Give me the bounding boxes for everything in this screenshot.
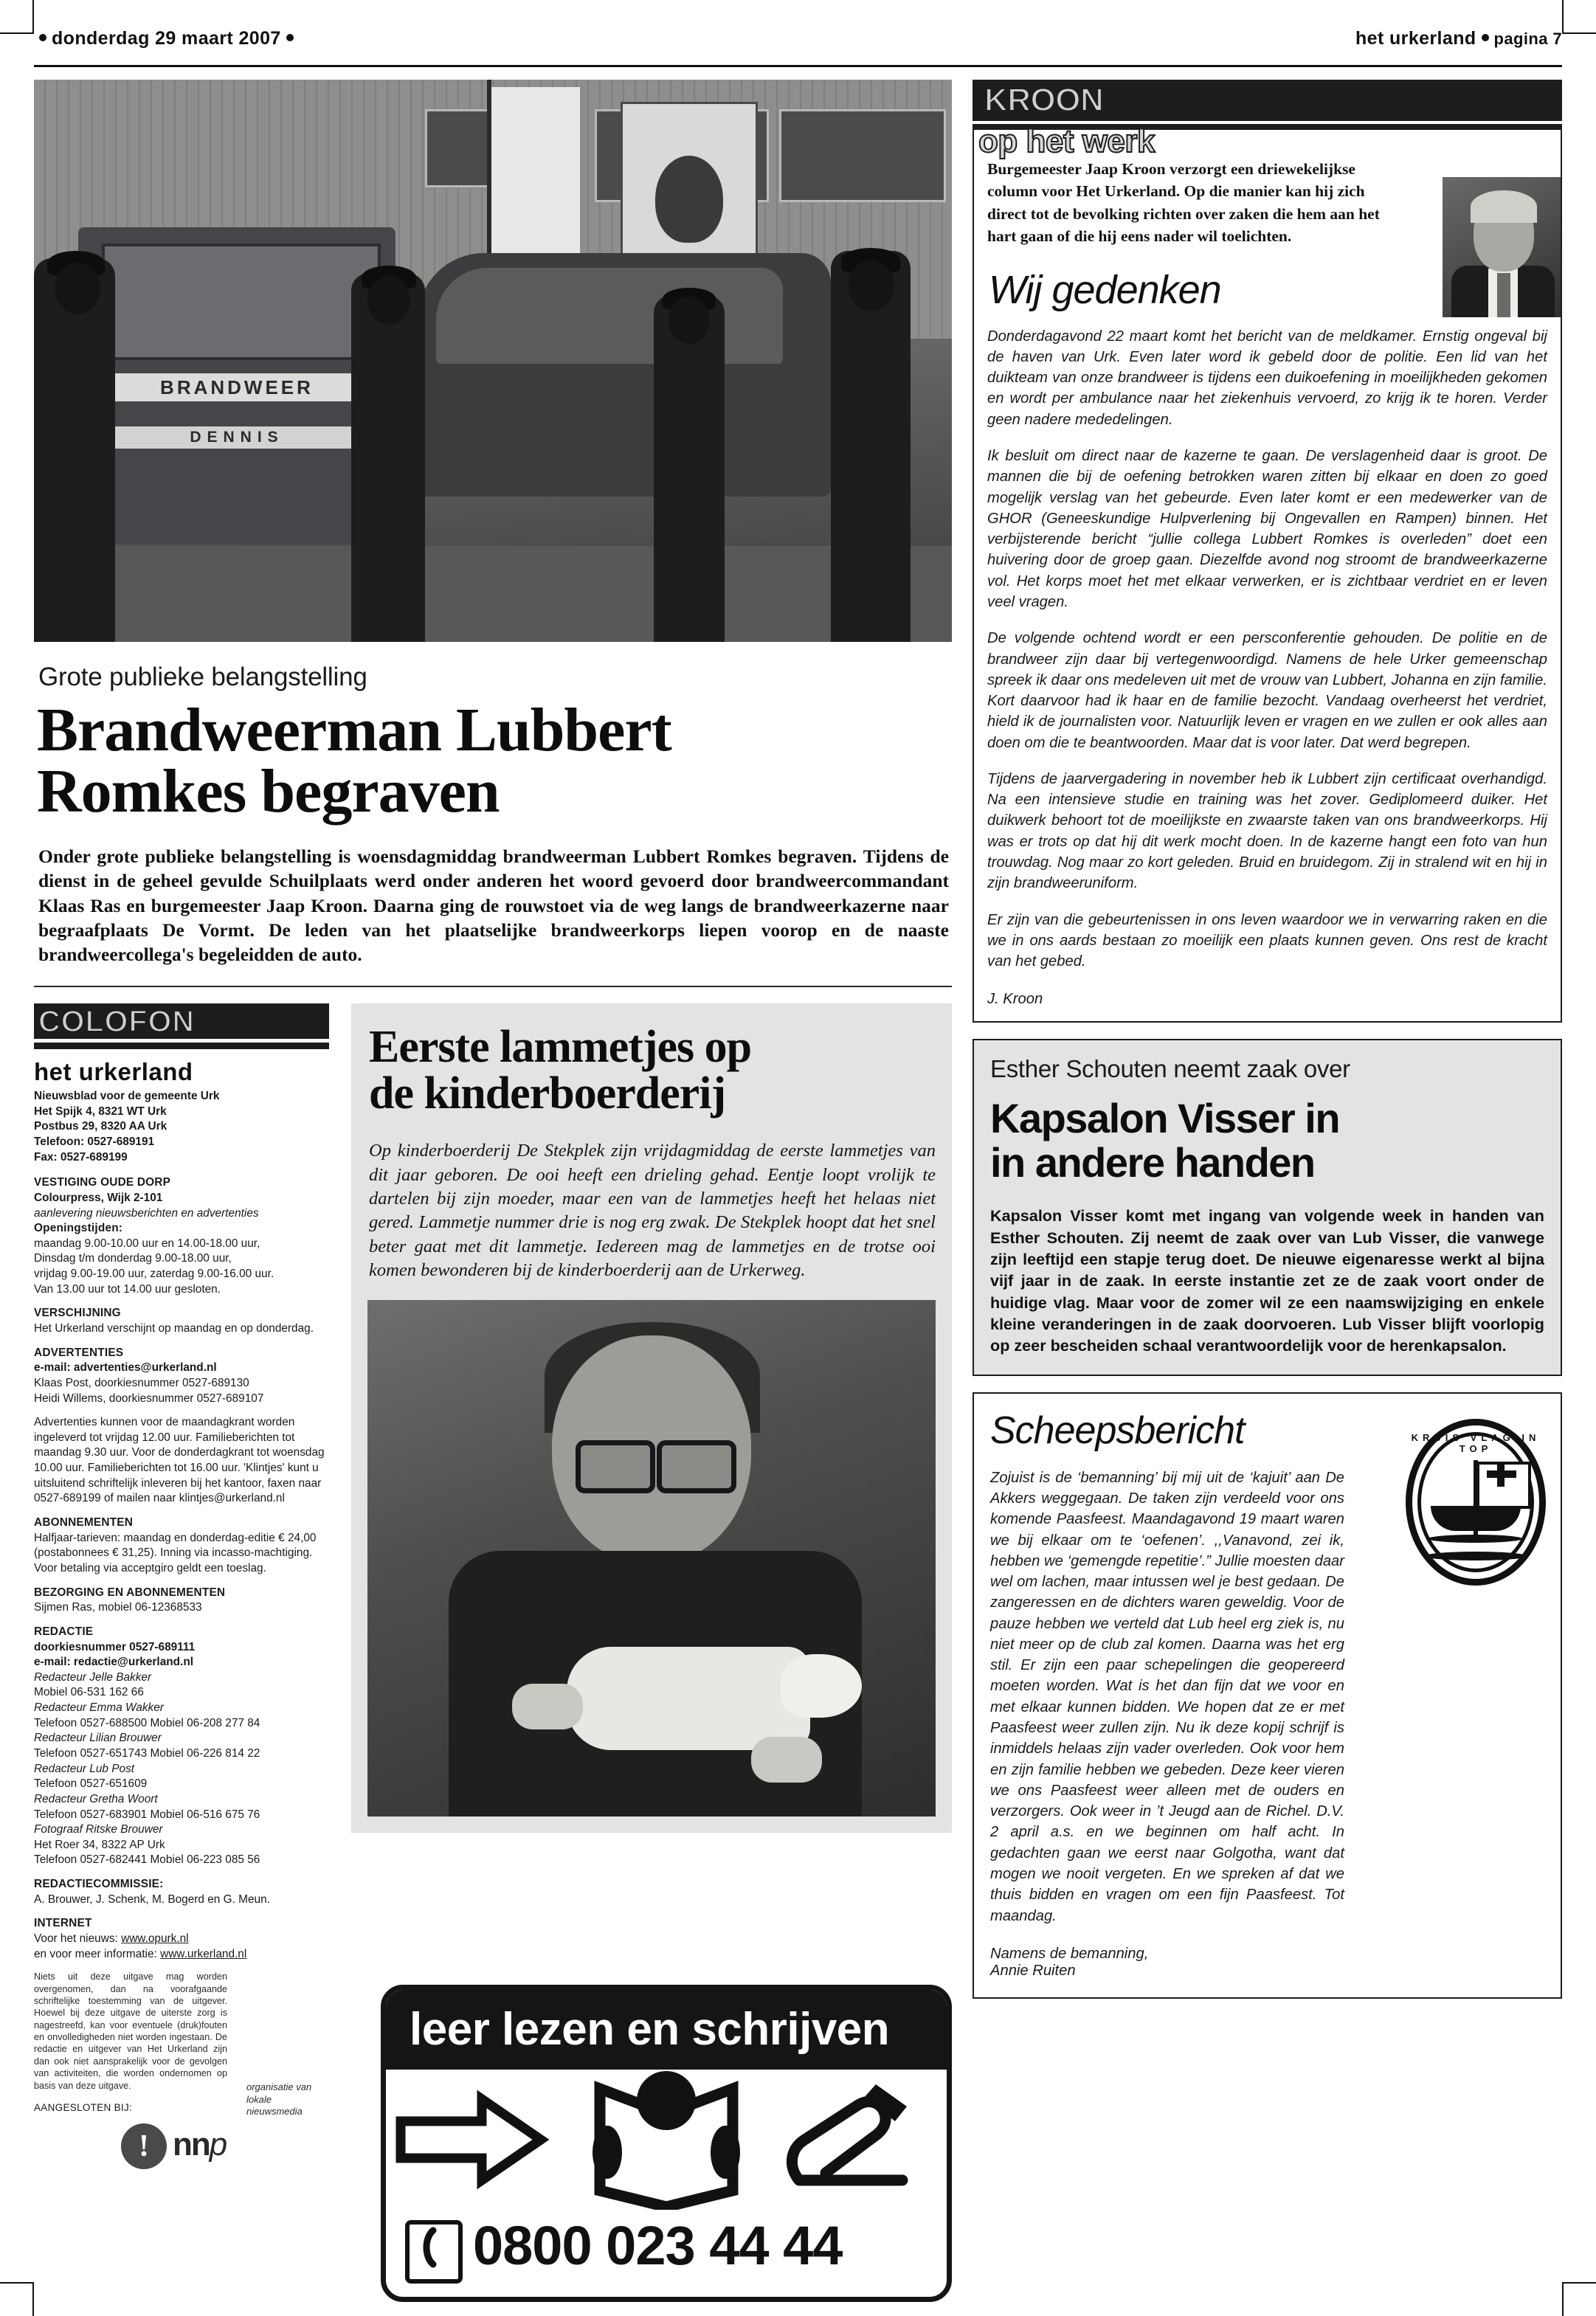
colofon-aangesloten-label: AANGESLOTEN BIJ: xyxy=(34,2101,133,2113)
corner-mark-bottom-left xyxy=(0,2282,34,2316)
colofon-body xyxy=(34,1089,329,1962)
scheepsbericht-article xyxy=(973,1392,1562,1999)
colofon-redactie-door: doorkiesnummer 0527-689111 xyxy=(34,1640,196,1653)
lammetjes-headline xyxy=(369,1024,936,1117)
kroon-banner-rest: op het werk xyxy=(978,123,1155,159)
scheepsbericht-paragraph-0: Zojuist is de ‘bemanning’ bij mij uit de ‘kajuit’ aan De Akkers weggegaan. De taken zijn verdeeld voor ons komende Paasfeest. Maandagavond 19 maart waren we bij elkaar om te ‘oefenen’. ,,Vanavond, zei ik, hebben we ‘gemengde repetitie’.” Jullie moesten daar wel om lachen, maar intussen wel je best gedaan. De zangeressen en de dichters waren geweldig. Voor de pauze hebben we verteld dat Lub heel erg ziek is, nu niet meer op de club zal komen. Daarna was het erg stil. Er zijn een paar schepelingen die geopereerd moeten worden. Wat is het dan fijn dat we voor en met elkaar kunnen bidden. We hopen dat ze er met Paasfeest weer zullen zijn. Nu ik deze kopij schrijf is inmiddels helaas zijn vader overleden. Ook voor hem en zijn familie hebben we gebeden. Deze keer vieren we ons Paasfeest weer alleen met de ouders en verzorgers. Ook weer in ’t Jeugd aan de Richel. D.V. 2 april a.s. en we beginnen om half acht. In gedachten gaan we eerst naar Golgotha, want dat mogen we nooit vergeten. En we spreken af dat we thuis bidden en vragen om een fijn Paasfeest. Tot maandag. xyxy=(990,1469,1344,1924)
masthead-page-number: pagina 7 xyxy=(1493,30,1562,48)
colofon-commissie-head: REDACTIECOMMISSIE: xyxy=(34,1878,164,1891)
colofon-rule xyxy=(34,1043,329,1049)
kapsalon-headline-line1: Kapsalon Visser in xyxy=(990,1095,1340,1142)
lead-kicker: Grote publieke belangstelling xyxy=(38,663,367,691)
colofon-org-note: organisatie van lokale nieuwsmedia xyxy=(246,2081,312,2117)
book-page-right-icon xyxy=(711,2126,740,2179)
logo-motto-text: KRUIS VLAG IN TOP xyxy=(1411,1431,1541,1454)
lead-headline-line1: Brandweerman Lubbert xyxy=(37,696,671,764)
bullet-icon xyxy=(1482,34,1489,41)
photo-hand-right xyxy=(751,1737,822,1783)
telephone-icon xyxy=(405,2220,463,2284)
nnp-logo xyxy=(34,2118,329,2188)
colofon-address-3: Telefoon: 0527-689191 xyxy=(34,1135,155,1148)
colofon-openingstijden-head: Openingstijden: xyxy=(34,1222,123,1235)
section-divider xyxy=(34,986,952,987)
lammetjes-headline-line1: Eerste lammetjes op xyxy=(369,1022,752,1073)
colofon-openingstijden-0: maandag 9.00-10.00 uur en 14.00-18.00 uur, xyxy=(34,1237,260,1250)
photo-crest xyxy=(655,156,723,243)
logo-wave-lower xyxy=(1425,1552,1527,1560)
masthead-divider xyxy=(34,65,1562,67)
kroon-column-block xyxy=(973,80,1562,1023)
colofon-commissie xyxy=(34,1877,329,1907)
lead-headline xyxy=(37,696,952,826)
colofon-redacteur-contact-1: Telefoon 0527-688500 Mobiel 06-208 277 84 xyxy=(34,1716,260,1729)
colofon-vestiging-head: VESTIGING OUDE DORP xyxy=(34,1176,171,1189)
colofon-redactie xyxy=(34,1625,329,1868)
colofon-address-0: Nieuwsblad voor de gemeente Urk xyxy=(34,1090,220,1103)
colofon-bezorging-head: BEZORGING EN ABONNEMENTEN xyxy=(34,1586,226,1599)
advertisement-leer-lezen[interactable] xyxy=(381,1985,952,2302)
photo-glasses-left xyxy=(576,1440,655,1493)
colofon-vestiging xyxy=(34,1175,329,1297)
kroon-paragraph-2: De volgende ochtend wordt er een persconferentie gehouden. De politie en de brandweer zijn daar bij vertegenwoordigd. Namens de hele Urker gemeenschap spreek ik daar ons medeleven uit met de vrouw van Lubbert, Johanna en zijn familie. Kort daarvoor had ik haar en de familie bezocht. Vandaag overheerst het verdriet, hield ik de journalisten voor. Natuurlijk leven er vragen en we zullen er ook alles aan doen om die te beantwoorden. Maar dat is voor later. Dat werd begrepen. xyxy=(987,630,1547,751)
photo-person xyxy=(351,273,425,642)
colofon-redacteur-contact-4: Telefoon 0527-683901 Mobiel 06-516 675 76 xyxy=(34,1808,260,1821)
kapsalon-headline xyxy=(990,1096,1544,1184)
lammetjes-headline-line2: de kinderboerderij xyxy=(369,1068,726,1119)
kroon-paragraph-0: Donderdagavond 22 maart komt het bericht van de meldkamer. Ernstig ongeval bij de haven van Urk. Even later word ik gebeld door de politie. Een lid van het duikteam van onze brandweer is tijdens een duikoefening in moeilijkheden gekomen en wordt per ambulance naar het ziekenhuis vervoerd, zo krijg ik te horen. Verder geen nadere mededelingen. xyxy=(987,328,1547,428)
kroon-banner-strong: KROON xyxy=(984,82,1104,118)
colofon-redacteur-contact-6: Telefoon 0527-682441 Mobiel 06-223 085 56 xyxy=(34,1853,260,1867)
colofon-redactie-email: e-mail: redactie@urkerland.nl xyxy=(34,1656,194,1669)
corner-mark-bottom-right xyxy=(1562,2282,1596,2316)
photo-head xyxy=(367,276,410,325)
photo-hand-left xyxy=(512,1684,583,1729)
colofon-vestiging-note: aanlevering nieuwsberichten en advertenties xyxy=(34,1206,259,1220)
photo-truck-windshield xyxy=(102,243,381,360)
colofon-redacteur-contact-3: Telefoon 0527-651609 xyxy=(34,1777,148,1791)
masthead-date-group xyxy=(34,28,299,49)
colofon-address-2: Postbus 29, 8320 AA Urk xyxy=(34,1120,167,1133)
colofon-advertenties-person-1: Heidi Willems, doorkiesnummer 0527-689107 xyxy=(34,1392,264,1405)
colofon-internet-link-1[interactable]: www.opurk.nl xyxy=(121,1932,189,1946)
bullet-icon xyxy=(39,34,46,41)
scheepsbericht-signoff xyxy=(990,1946,1544,1980)
colofon-verschijning xyxy=(34,1306,329,1336)
kroon-portrait xyxy=(1443,177,1561,317)
kroon-paragraph-3: Tijdens de jaarvergadering in november heb ik Lubbert zijn certificaat overhandigd. Na een intensieve studie en training was het zover. Gediplomeerd duiker. Het duikwerk behoort tot de moeilijkste en zwaarste taken van ons brandweerkorps. Hij was er trots op dat hij dit werk mocht doen. In de kazerne hangt een foto van hun trouwdag. Nog maar zo kort geleden. Bruid en bruidegom. Zij in stralend wit en hij in zijn brandweeruniform. xyxy=(987,770,1547,892)
kapsalon-body: Kapsalon Visser komt met ingang van volgende week in handen van Esther Schouten. Zij neemt de zaak over van Lub Visser, die vanwege zijn leeftijd een stapje terug doet. De nieuwe eigenaresse werkt al bijna vijf jaar in de zaak. In eerste instantie zet ze de zaak voort onder de huidige vlag. Maar voor de zomer wil ze een naamswijziging en enkele kleine veranderingen in de zaak doorvoeren. Lub Visser blijft voorlopig op zeer bescheiden schaal verantwoordelijk voor de herenkapsalon. xyxy=(990,1206,1544,1355)
nnp-wordmark-italic: p xyxy=(209,2126,227,2163)
colofon-redacteur-role-2: Redacteur Lilian Brouwer xyxy=(34,1732,162,1745)
masthead xyxy=(34,28,1562,62)
colofon-redacteur-role-5: Fotograaf Ritske Brouwer xyxy=(34,1823,163,1836)
colofon-openingstijden-1: Dinsdag t/m donderdag 9.00-18.00 uur, xyxy=(34,1252,232,1265)
photo-glasses-right xyxy=(657,1440,736,1493)
colofon-advertenties-person-0: Klaas Post, doorkiesnummer 0527-689130 xyxy=(34,1376,249,1389)
lead-photo xyxy=(34,80,952,642)
corner-mark-top-left xyxy=(0,0,34,34)
colofon-advertenties xyxy=(34,1346,329,1407)
kroon-signature: J. Kroon xyxy=(987,991,1043,1008)
bullet-icon xyxy=(286,34,294,41)
nnp-wordmark xyxy=(173,2126,226,2163)
reader-head-icon xyxy=(637,2071,696,2130)
kroon-paragraph-4: Er zijn van die gebeurtenissen in ons leven waardoor we in verwarring raken en die we in ons aards bestaan zo moeilijk een plaats kunnen geven. Ons rest de kracht van het gebed. xyxy=(987,911,1547,970)
logo-wave-upper xyxy=(1428,1535,1522,1543)
colofon-internet-head: INTERNET xyxy=(34,1917,92,1930)
colofon-bezorging-text: Sijmen Ras, mobiel 06-12368533 xyxy=(34,1601,202,1614)
logo-cross-vertical xyxy=(1497,1465,1505,1487)
colofon-fineprint: Niets uit deze uitgave mag worden overgenomen, dan na voorafgaande schriftelijke toestemming van de uitgever. Hoewel bij deze uitgave de uiterste zorg is nagestreefd, kan voor eventuele (druk)fouten en onvolledigheden niet worden ingestaan. De redactie en uitgever van Het Urkerland zijn dan ook niet aansprakelijk voor de gevolgen van activiteiten, die worden ondernomen op basis van deze uitgave. xyxy=(34,1971,227,2091)
colofon-openingstijden-2: vrijdag 9.00-19.00 uur, zaterdag 9.00-16.00 uur. xyxy=(34,1268,274,1281)
ad-title: leer lezen en schrijven xyxy=(410,2004,890,2056)
ad-phone-number[interactable]: 0800 023 44 44 xyxy=(473,2215,843,2277)
colofon-redacteur-role-0: Redacteur Jelle Bakker xyxy=(34,1670,152,1684)
ad-phone-row[interactable] xyxy=(386,2210,947,2286)
masthead-paper-group xyxy=(1355,28,1562,49)
colofon-vestiging-name: Colourpress, Wijk 2-101 xyxy=(34,1191,163,1204)
ad-icon-row xyxy=(386,2070,947,2210)
colofon-paper-title: het urkerland xyxy=(34,1058,193,1086)
truck-brand: DENNIS xyxy=(190,429,284,446)
colofon-redactie-head: REDACTIE xyxy=(34,1625,94,1638)
colofon-advertenties-head: ADVERTENTIES xyxy=(34,1346,124,1359)
photo-head xyxy=(849,260,894,311)
logo-boat-hull xyxy=(1431,1506,1521,1531)
colofon-advertenties-email: e-mail: advertenties@urkerland.nl xyxy=(34,1361,217,1375)
lammetjes-article xyxy=(351,1003,952,1833)
nnp-wordmark-text: nn xyxy=(173,2126,210,2163)
kroon-column-title: Wij gedenken xyxy=(989,267,1221,312)
photo-person xyxy=(654,295,725,642)
portrait-hair xyxy=(1471,190,1537,223)
ad-title-bar xyxy=(386,1990,947,2070)
kroon-paragraph-1: Ik besluit om direct naar de kazerne te gaan. De verslagenheid daar is groot. De mannen die bij de oefening betrokken waren zitten bij elkaar en doen zo goed mogelijk verslag van het gebeurde. Even later komt er een medewerker van de GHOR (Geneeskundige Hulpverlening bij Ongevallen en Rampen) binnen. Het verbijsterende bericht “jullie collega Lubbert Romkes is overleden” doet een huivering door de groep gaan. Diezelfde avond nog stroomt de brandweerkazerne vol. Het korps moet het met elkaar verwerken, er is zichtbaar verdriet en er leven veel vragen. xyxy=(987,447,1547,610)
colofon-abonnementen-head: ABONNEMENTEN xyxy=(34,1516,134,1529)
colofon-address-4: Fax: 0527-689199 xyxy=(34,1150,128,1164)
photo-lamb-head xyxy=(781,1654,862,1718)
lammetjes-photo xyxy=(367,1300,936,1816)
lammetjes-intro: Op kinderboerderij De Stekplek zijn vrijdagmiddag de eerste lammetjes van dit jaar geboren. De ooi heeft een drieling gehad. Eentje loopt vrolijk te dartelen bij zijn moeder, maar een van de lammetjes heeft het helaas niet gered. Lammetje nummer drie is nog erg zwak. De Stekplek hoopt dat het snel beter gaat met dit lammetje. Iedereen mag de lammetjes en de trotse ooi komen bewonderen bij de kinderboerderij aan de Urkerweg. xyxy=(369,1141,936,1281)
kruis-vlag-in-top-logo xyxy=(1406,1419,1546,1586)
masthead-date: donderdag 29 maart 2007 xyxy=(52,28,281,49)
colofon-box xyxy=(34,1003,329,2188)
book-page-left-icon xyxy=(593,2126,622,2179)
kroon-banner xyxy=(973,80,1562,159)
photo-truck-brand-band xyxy=(115,426,359,449)
right-column xyxy=(973,80,1562,1999)
colofon-internet xyxy=(34,1916,329,1962)
kroon-body-box xyxy=(973,130,1562,1023)
photo-head xyxy=(55,263,100,314)
colofon-abonnementen xyxy=(34,1515,329,1577)
exclamation-icon: ! xyxy=(121,2123,167,2169)
colofon-redacteur-contact-0: Mobiel 06-531 162 66 xyxy=(34,1686,144,1699)
ad-icons-svg xyxy=(386,2070,947,2210)
photo-truck-band xyxy=(78,373,395,401)
colofon-redacteur-contact-2: Telefoon 0527-651743 Mobiel 06-226 814 22 xyxy=(34,1747,260,1760)
kroon-intro: Burgemeester Jaap Kroon verzorgt een driewekelijkse column voor Het Urkerland. Op die manier kan hij zich direct tot de bevolking richten over zaken die hem aan het hart gaan of die hij eens nader wil toelichten. xyxy=(987,159,1380,246)
kapsalon-article xyxy=(973,1039,1562,1375)
portrait-tie xyxy=(1497,273,1510,317)
colofon-advertenties-body: Advertenties kunnen voor de maandagkrant worden ingeleverd tot vrijdag 12.00 uur. Familieberichten tot maandag 9.30 uur. Voor de donderdagkrant tot woensdag 10.00 uur. Familieberichten tot 16.00 uur. 'Klintjes' kunt u uitsluitend schriftelijk inleveren bij het kantoor, faxen naar 0527-689199 of mailen naar klintjes@urkerland.nl xyxy=(34,1416,325,1505)
photo-person xyxy=(34,258,115,642)
photo-head xyxy=(669,297,710,344)
lead-headline-line2: Romkes begraven xyxy=(37,757,500,826)
colofon-redacteur-role-1: Redacteur Emma Wakker xyxy=(34,1701,164,1715)
lead-paragraph: Onder grote publieke belangstelling is woensdagmiddag brandweerman Lubbert Romkes begraven. Tijdens de dienst in de geheel gevulde Schuilplaats werd onder anderen het woord gevoerd door brandweercommandant Klaas Ras en burgemeester Jaap Kroon. Daarna ging de rouwstoet via de weg langs de brandweerkazerne naar begraafplaats De Vormt. De leden van het plaatselijke brandweerkorps liepen voorop en de naaste brandweercollega's begeleidden de auto. xyxy=(38,846,949,965)
photo-hearse-window xyxy=(436,268,783,364)
photo-lamb xyxy=(567,1647,810,1750)
colofon-abonnementen-text: Halfjaar-tarieven: maandag en donderdag-editie € 24,00 (postabonnees € 31,25). Inning via incasso-machtiging. Voor betaling via acceptgiro geldt een toeslag. xyxy=(34,1531,317,1574)
lower-grid xyxy=(34,1003,952,2316)
scheepsbericht-signoff-line1: Namens de bemanning, xyxy=(990,1945,1149,1962)
colofon-internet-label-2: en voor meer informatie: xyxy=(34,1947,161,1960)
masthead-paper-name: het urkerland xyxy=(1355,28,1476,49)
colofon-verschijning-head: VERSCHIJNING xyxy=(34,1307,121,1320)
colofon-redacteur-contact-5: Het Roer 34, 8322 AP Urk xyxy=(34,1838,165,1851)
photo-ground xyxy=(34,546,952,642)
photo-window xyxy=(779,109,946,202)
colofon-commissie-text: A. Brouwer, J. Schenk, M. Bogerd en G. Meun. xyxy=(34,1892,270,1906)
colofon-redacteur-role-3: Redacteur Lub Post xyxy=(34,1762,135,1775)
colofon-openingstijden-3: Van 13.00 uur tot 14.00 uur gesloten. xyxy=(34,1282,221,1296)
left-column xyxy=(34,80,952,2316)
corner-mark-top-right xyxy=(1562,0,1596,34)
scheepsbericht-title: Scheepsbericht xyxy=(990,1408,1245,1452)
colofon-header-label: COLOFON xyxy=(38,1004,195,1039)
colofon-verschijning-text: Het Urkerland verschijnt op maandag en op donderdag. xyxy=(34,1321,314,1335)
colofon-internet-link-2[interactable]: www.urkerland.nl xyxy=(160,1947,247,1960)
colofon-address-1: Het Spijk 4, 8321 WT Urk xyxy=(34,1105,167,1118)
truck-label: BRANDWEER xyxy=(160,376,314,398)
colofon-redacteur-role-4: Redacteur Gretha Woort xyxy=(34,1792,158,1805)
scheepsbericht-signoff-line2: Annie Ruiten xyxy=(990,1962,1076,1979)
colofon-header xyxy=(34,1003,329,1039)
kapsalon-headline-line2: in andere handen xyxy=(990,1138,1315,1186)
colofon-bezorging xyxy=(34,1586,329,1616)
kapsalon-kicker: Esther Schouten neemt zaak over xyxy=(990,1055,1350,1083)
arrow-right-icon xyxy=(401,2099,541,2180)
colofon-address xyxy=(34,1089,329,1165)
colofon-internet-label-1: Voor het nieuws: xyxy=(34,1932,122,1946)
